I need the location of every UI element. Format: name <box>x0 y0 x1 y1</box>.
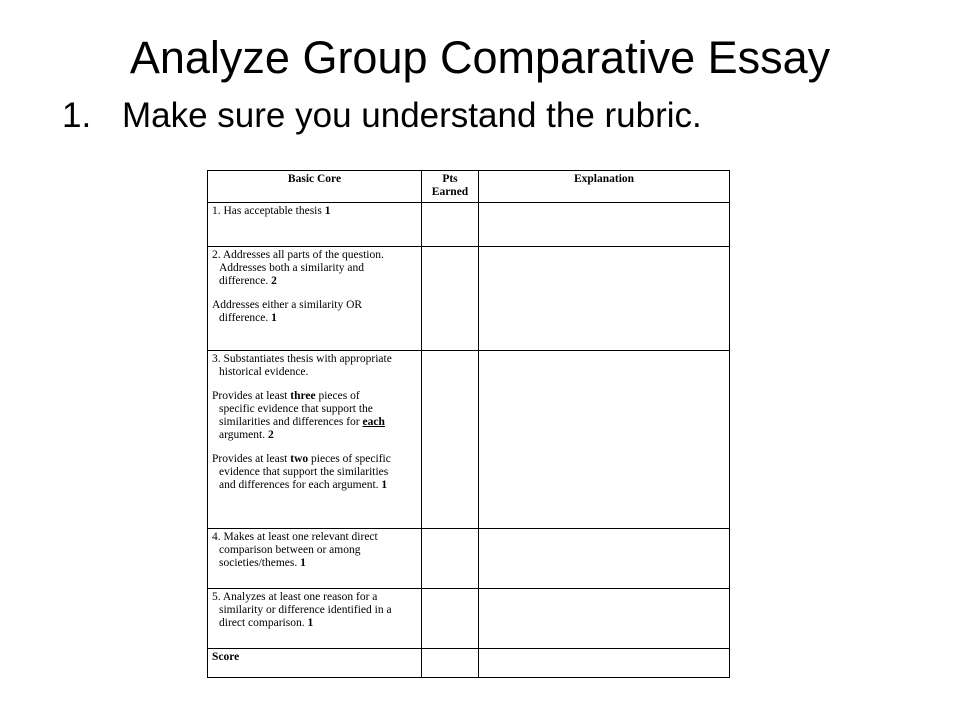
criterion-comparison-line1: 4. Makes at least one relevant direct <box>212 531 378 543</box>
rubric-table <box>207 170 730 678</box>
substantiates-sub2-points: 1 <box>381 479 388 491</box>
pts-earned-cell[interactable] <box>422 529 479 589</box>
criterion-analyzes-line1: 5. Analyzes at least one reason for a <box>212 591 378 603</box>
rubric-row-comparison <box>208 529 730 589</box>
bullet-item <box>62 92 702 140</box>
explanation-cell[interactable] <box>479 203 730 247</box>
addresses-sub2-line2: difference. <box>219 312 272 324</box>
rubric-row-thesis <box>208 203 730 247</box>
addresses-sub1-line1: Addresses both a similarity and <box>219 262 365 274</box>
criterion-comparison-line3-wrap <box>219 557 417 570</box>
rubric-row-score <box>208 649 730 678</box>
criterion-addresses-sub1 <box>219 262 417 288</box>
explanation-cell[interactable] <box>479 247 730 351</box>
criterion-substantiates-sub2 <box>212 453 417 492</box>
explanation-cell[interactable] <box>479 351 730 529</box>
criterion-addresses-text: 2. Addresses all parts of the question. <box>212 249 384 261</box>
addresses-sub2-line1: Addresses either a similarity OR <box>212 299 363 311</box>
substantiates-sub1-d: similarities and differences for <box>219 416 363 428</box>
pts-earned-cell[interactable] <box>422 203 479 247</box>
criterion-thesis-points: 1 <box>324 205 331 217</box>
substantiates-sub2-b: pieces of specific <box>308 453 391 465</box>
criterion-analyzes <box>208 589 422 649</box>
criterion-thesis <box>208 203 422 247</box>
substantiates-sub1-a: Provides at least <box>212 390 291 402</box>
explanation-cell[interactable] <box>479 529 730 589</box>
criterion-comparison-points: 1 <box>300 557 306 569</box>
rubric-row-analyzes <box>208 589 730 649</box>
rubric-row-addresses <box>208 247 730 351</box>
slide-title: Analyze Group Comparative Essay <box>129 32 831 83</box>
substantiates-sub1-c: specific evidence that support the <box>219 403 373 415</box>
criterion-analyzes-line2: similarity or difference identified in a <box>219 604 392 616</box>
header-pts-line2: Earned <box>431 186 469 198</box>
criterion-comparison-line2: comparison between or among <box>219 544 361 556</box>
criterion-comparison-line3: societies/themes. <box>219 557 301 569</box>
substantiates-sub1-points: 2 <box>267 429 274 441</box>
explanation-cell[interactable] <box>479 589 730 649</box>
substantiates-sub1-each: each <box>362 416 385 428</box>
criterion-analyzes-line3: direct comparison. <box>219 617 308 629</box>
criterion-substantiates-sub1 <box>212 390 417 442</box>
header-basic-core: Basic Core <box>208 171 422 203</box>
score-explanation-cell[interactable] <box>479 649 730 678</box>
criterion-thesis-text: 1. Has acceptable thesis <box>212 205 325 217</box>
substantiates-sub2-a: Provides at least <box>212 453 291 465</box>
addresses-sub1-points: 2 <box>271 275 277 287</box>
substantiates-sub2-two: two <box>290 453 309 465</box>
header-explanation: Explanation <box>479 171 730 203</box>
pts-earned-cell[interactable] <box>422 589 479 649</box>
addresses-sub2-points: 1 <box>271 312 277 324</box>
bullet-number: 1. <box>62 96 92 135</box>
header-pts-earned <box>422 171 479 203</box>
substantiates-sub1-e: argument. <box>219 429 268 441</box>
criterion-addresses <box>208 247 422 351</box>
bullet-text: Make sure you understand the rubric. <box>122 96 702 135</box>
criterion-substantiates-line2: historical evidence. <box>219 366 309 378</box>
pts-earned-cell[interactable] <box>422 351 479 529</box>
substantiates-sub2-d: and differences for each argument. <box>219 479 382 491</box>
header-pts-line1: Pts <box>442 173 458 185</box>
criterion-comparison <box>208 529 422 589</box>
criterion-analyzes-points: 1 <box>307 617 314 629</box>
substantiates-sub2-c: evidence that support the similarities <box>219 466 389 478</box>
criterion-addresses-sub2 <box>212 299 417 325</box>
criterion-substantiates-line1: 3. Substantiates thesis with appropriate <box>212 353 392 365</box>
rubric-header-row <box>208 171 730 203</box>
score-pts-cell[interactable] <box>422 649 479 678</box>
score-label: Score <box>208 649 422 678</box>
pts-earned-cell[interactable] <box>422 247 479 351</box>
addresses-sub1-line2: difference. <box>219 275 272 287</box>
criterion-substantiates <box>208 351 422 529</box>
rubric-row-substantiates <box>208 351 730 529</box>
criterion-analyzes-line3-wrap <box>219 617 417 630</box>
substantiates-sub1-three: three <box>290 390 316 402</box>
substantiates-sub1-b: pieces of <box>315 390 360 402</box>
